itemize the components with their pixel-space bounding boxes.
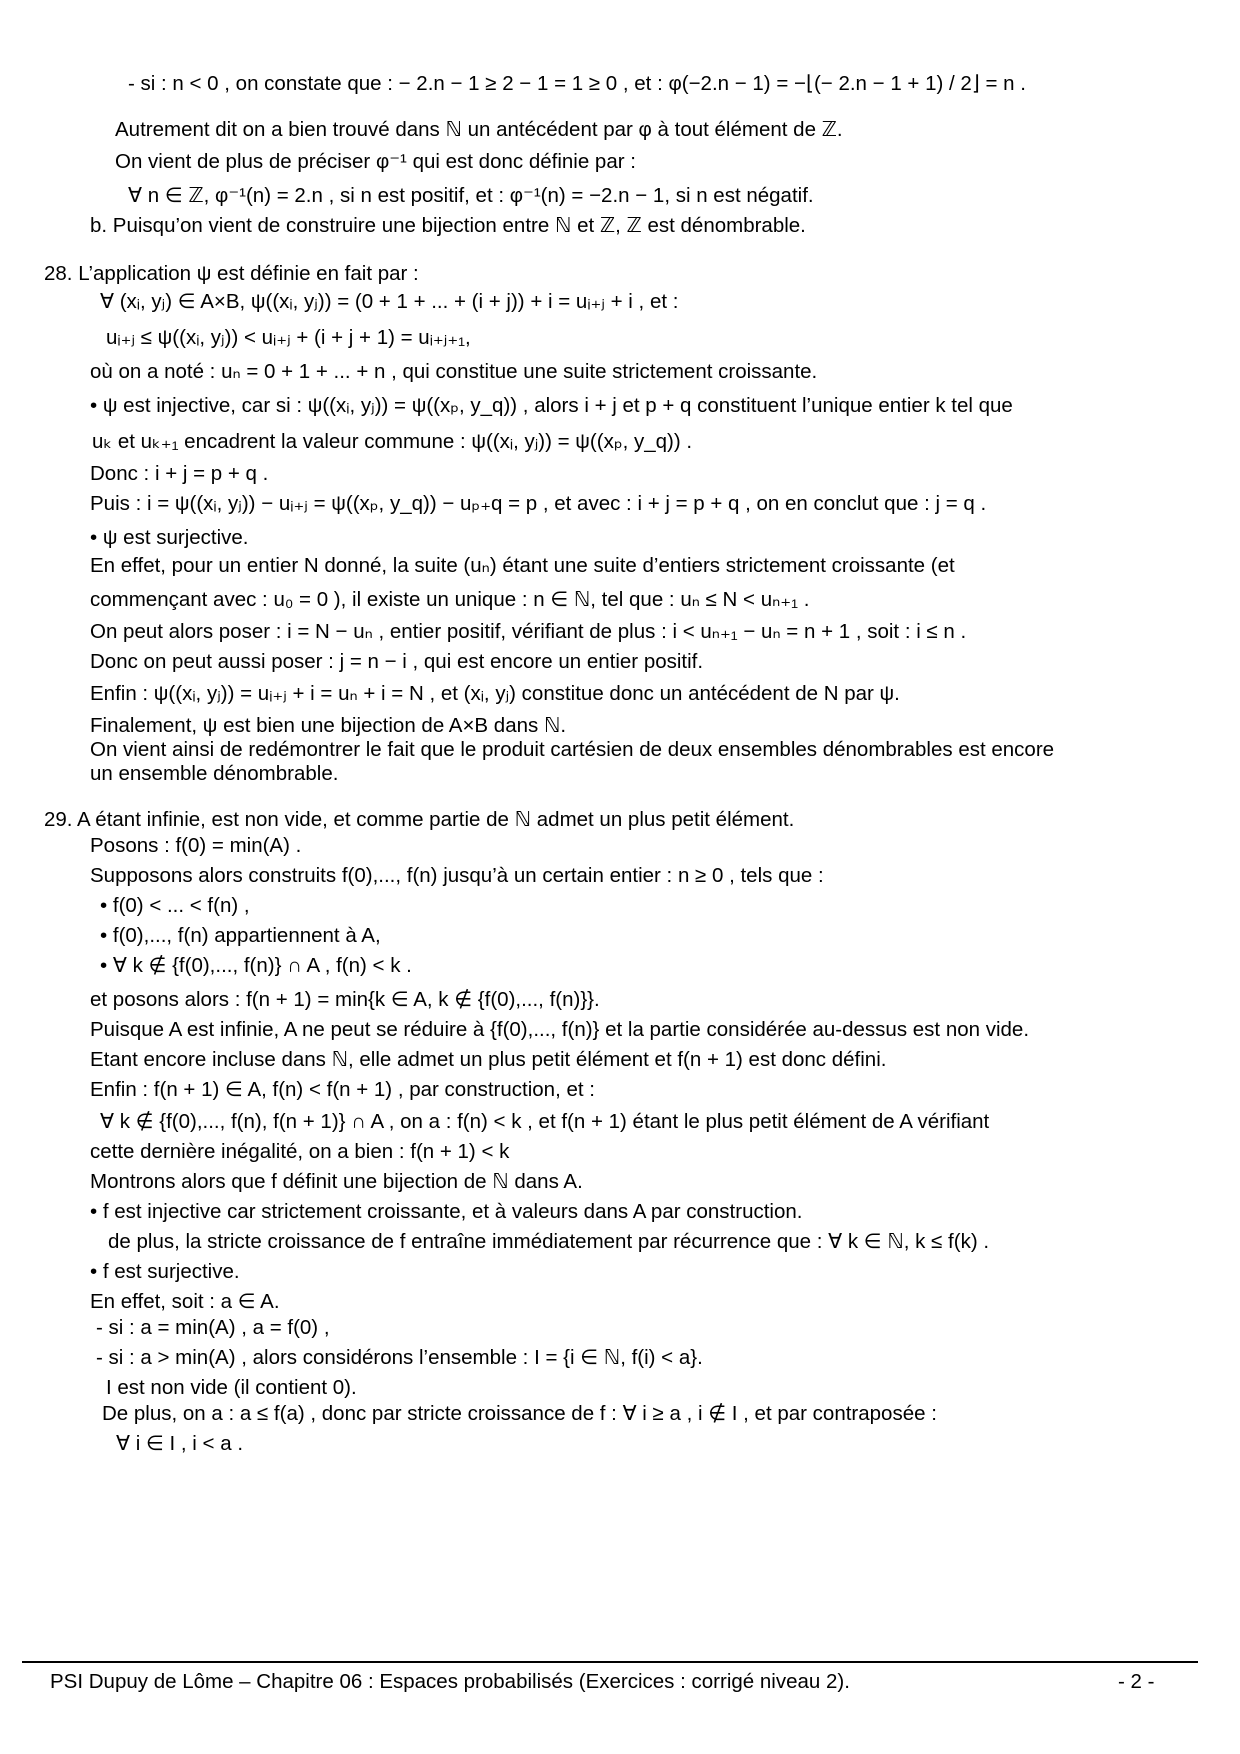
bullet-item: • f(0) < ... < f(n) , bbox=[100, 894, 250, 917]
text-line: • ψ est surjective. bbox=[90, 526, 249, 549]
text-line: cette dernière inégalité, on a bien : f(n + 1) < k bbox=[90, 1140, 510, 1163]
text-line: uᵢ₊ⱼ ≤ ψ((xᵢ, yⱼ)) < uᵢ₊ⱼ + (i + j + 1) = uᵢ₊ⱼ₊₁, bbox=[106, 326, 471, 349]
bullet-item: • f est injective car strictement croissante, et à valeurs dans A par construction. bbox=[90, 1200, 803, 1223]
text-line: Donc on peut aussi poser : j = n − i , qui est encore un entier positif. bbox=[90, 650, 704, 673]
text-line: Etant encore incluse dans ℕ, elle admet un plus petit élément et f(n + 1) est donc défini. bbox=[90, 1048, 887, 1071]
text-line: un ensemble dénombrable. bbox=[90, 762, 339, 785]
text-line: Posons : f(0) = min(A) . bbox=[90, 834, 302, 857]
text-line: - si : a > min(A) , alors considérons l’ensemble : I = {i ∈ ℕ, f(i) < a}. bbox=[96, 1346, 703, 1369]
text-line: En effet, pour un entier N donné, la suite (uₙ) étant une suite d’entiers strictement croissante (et bbox=[90, 554, 955, 577]
text-line: Autrement dit on a bien trouvé dans ℕ un antécédent par φ à tout élément de ℤ. bbox=[115, 118, 843, 141]
text-line: ∀ i ∈ I , i < a . bbox=[116, 1432, 244, 1455]
text-line: ∀ k ∉ {f(0),..., f(n), f(n + 1)} ∩ A , on a : f(n) < k , et f(n + 1) étant le plus petit élément de A vérifiant bbox=[100, 1110, 990, 1133]
text-line: ∀ n ∈ ℤ, φ⁻¹(n) = 2.n , si n est positif, et : φ⁻¹(n) = −2.n − 1, si n est négatif. bbox=[128, 184, 814, 207]
text-line: Puis : i = ψ((xᵢ, yⱼ)) − uᵢ₊ⱼ = ψ((xₚ, y_q)) − uₚ₊q = p , et avec : i + j = p + q , on en conclut que : j = q . bbox=[90, 492, 987, 515]
text-line: et posons alors : f(n + 1) = min{k ∈ A, k ∉ {f(0),..., f(n)}}. bbox=[90, 988, 600, 1011]
text-line: b. Puisqu’on vient de construire une bijection entre ℕ et ℤ, ℤ est dénombrable. bbox=[90, 214, 806, 237]
text-line: commençant avec : u₀ = 0 ), il existe un unique : n ∈ ℕ, tel que : uₙ ≤ N < uₙ₊₁ . bbox=[90, 588, 810, 611]
text-line: de plus, la stricte croissance de f entraîne immédiatement par récurrence que : ∀ k ∈ ℕ, k ≤ f(k) . bbox=[108, 1230, 990, 1253]
page-number: - 2 - bbox=[1118, 1670, 1155, 1693]
bullet-item: • f est surjective. bbox=[90, 1260, 240, 1283]
footer-divider bbox=[22, 1661, 1198, 1663]
text-line: - si : a = min(A) , a = f(0) , bbox=[96, 1316, 330, 1339]
exercise-28-heading: 28. L’application ψ est définie en fait par : bbox=[44, 262, 419, 285]
text-line: On vient ainsi de redémontrer le fait que le produit cartésien de deux ensembles dénombrables est encore bbox=[90, 738, 1055, 761]
text-line: Donc : i + j = p + q . bbox=[90, 462, 269, 485]
text-line: Puisque A est infinie, A ne peut se réduire à {f(0),..., f(n)} et la partie considérée au-dessus est non vide. bbox=[90, 1018, 1030, 1041]
text-line: De plus, on a : a ≤ f(a) , donc par stricte croissance de f : ∀ i ≥ a , i ∉ I , et par contraposée : bbox=[102, 1402, 937, 1425]
exercise-29-heading: 29. A étant infinie, est non vide, et comme partie de ℕ admet un plus petit élément. bbox=[44, 808, 795, 831]
text-line: uₖ et uₖ₊₁ encadrent la valeur commune : ψ((xᵢ, yⱼ)) = ψ((xₚ, y_q)) . bbox=[92, 430, 693, 453]
text-line: où on a noté : uₙ = 0 + 1 + ... + n , qui constitue une suite strictement croissante. bbox=[90, 360, 818, 383]
text-line: On peut alors poser : i = N − uₙ , entier positif, vérifiant de plus : i < uₙ₊₁ − uₙ = n + 1 , soit : i ≤ n . bbox=[90, 620, 967, 643]
text-line: I est non vide (il contient 0). bbox=[106, 1376, 357, 1399]
footer-title: PSI Dupuy de Lôme – Chapitre 06 : Espaces probabilisés (Exercices : corrigé niveau 2). bbox=[50, 1670, 850, 1693]
text-line: Finalement, ψ est bien une bijection de A×B dans ℕ. bbox=[90, 714, 567, 737]
text-line: En effet, soit : a ∈ A. bbox=[90, 1290, 280, 1313]
text-line: • ψ est injective, car si : ψ((xᵢ, yⱼ)) = ψ((xₚ, y_q)) , alors i + j et p + q constituent l’unique entier k tel que bbox=[90, 394, 1013, 417]
bullet-item: • ∀ k ∉ {f(0),..., f(n)} ∩ A , f(n) < k . bbox=[100, 954, 412, 977]
text-line: - si : n < 0 , on constate que : − 2.n − 1 ≥ 2 − 1 = 1 ≥ 0 , et : φ(−2.n − 1) = −⌊(− 2.n − 1 + 1) / 2⌋ = n . bbox=[128, 72, 1026, 95]
text-line: Enfin : f(n + 1) ∈ A, f(n) < f(n + 1) , par construction, et : bbox=[90, 1078, 595, 1101]
text-line: ∀ (xᵢ, yⱼ) ∈ A×B, ψ((xᵢ, yⱼ)) = (0 + 1 + ... + (i + j)) + i = uᵢ₊ⱼ + i , et : bbox=[100, 290, 679, 313]
text-line: Enfin : ψ((xᵢ, yⱼ)) = uᵢ₊ⱼ + i = uₙ + i = N , et (xᵢ, yⱼ) constitue donc un antécédent de N par ψ. bbox=[90, 682, 900, 705]
text-line: Supposons alors construits f(0),..., f(n) jusqu’à un certain entier : n ≥ 0 , tels que : bbox=[90, 864, 824, 887]
text-line: Montrons alors que f définit une bijection de ℕ dans A. bbox=[90, 1170, 583, 1193]
text-line: On vient de plus de préciser φ⁻¹ qui est donc définie par : bbox=[115, 150, 636, 173]
bullet-item: • f(0),..., f(n) appartiennent à A, bbox=[100, 924, 381, 947]
